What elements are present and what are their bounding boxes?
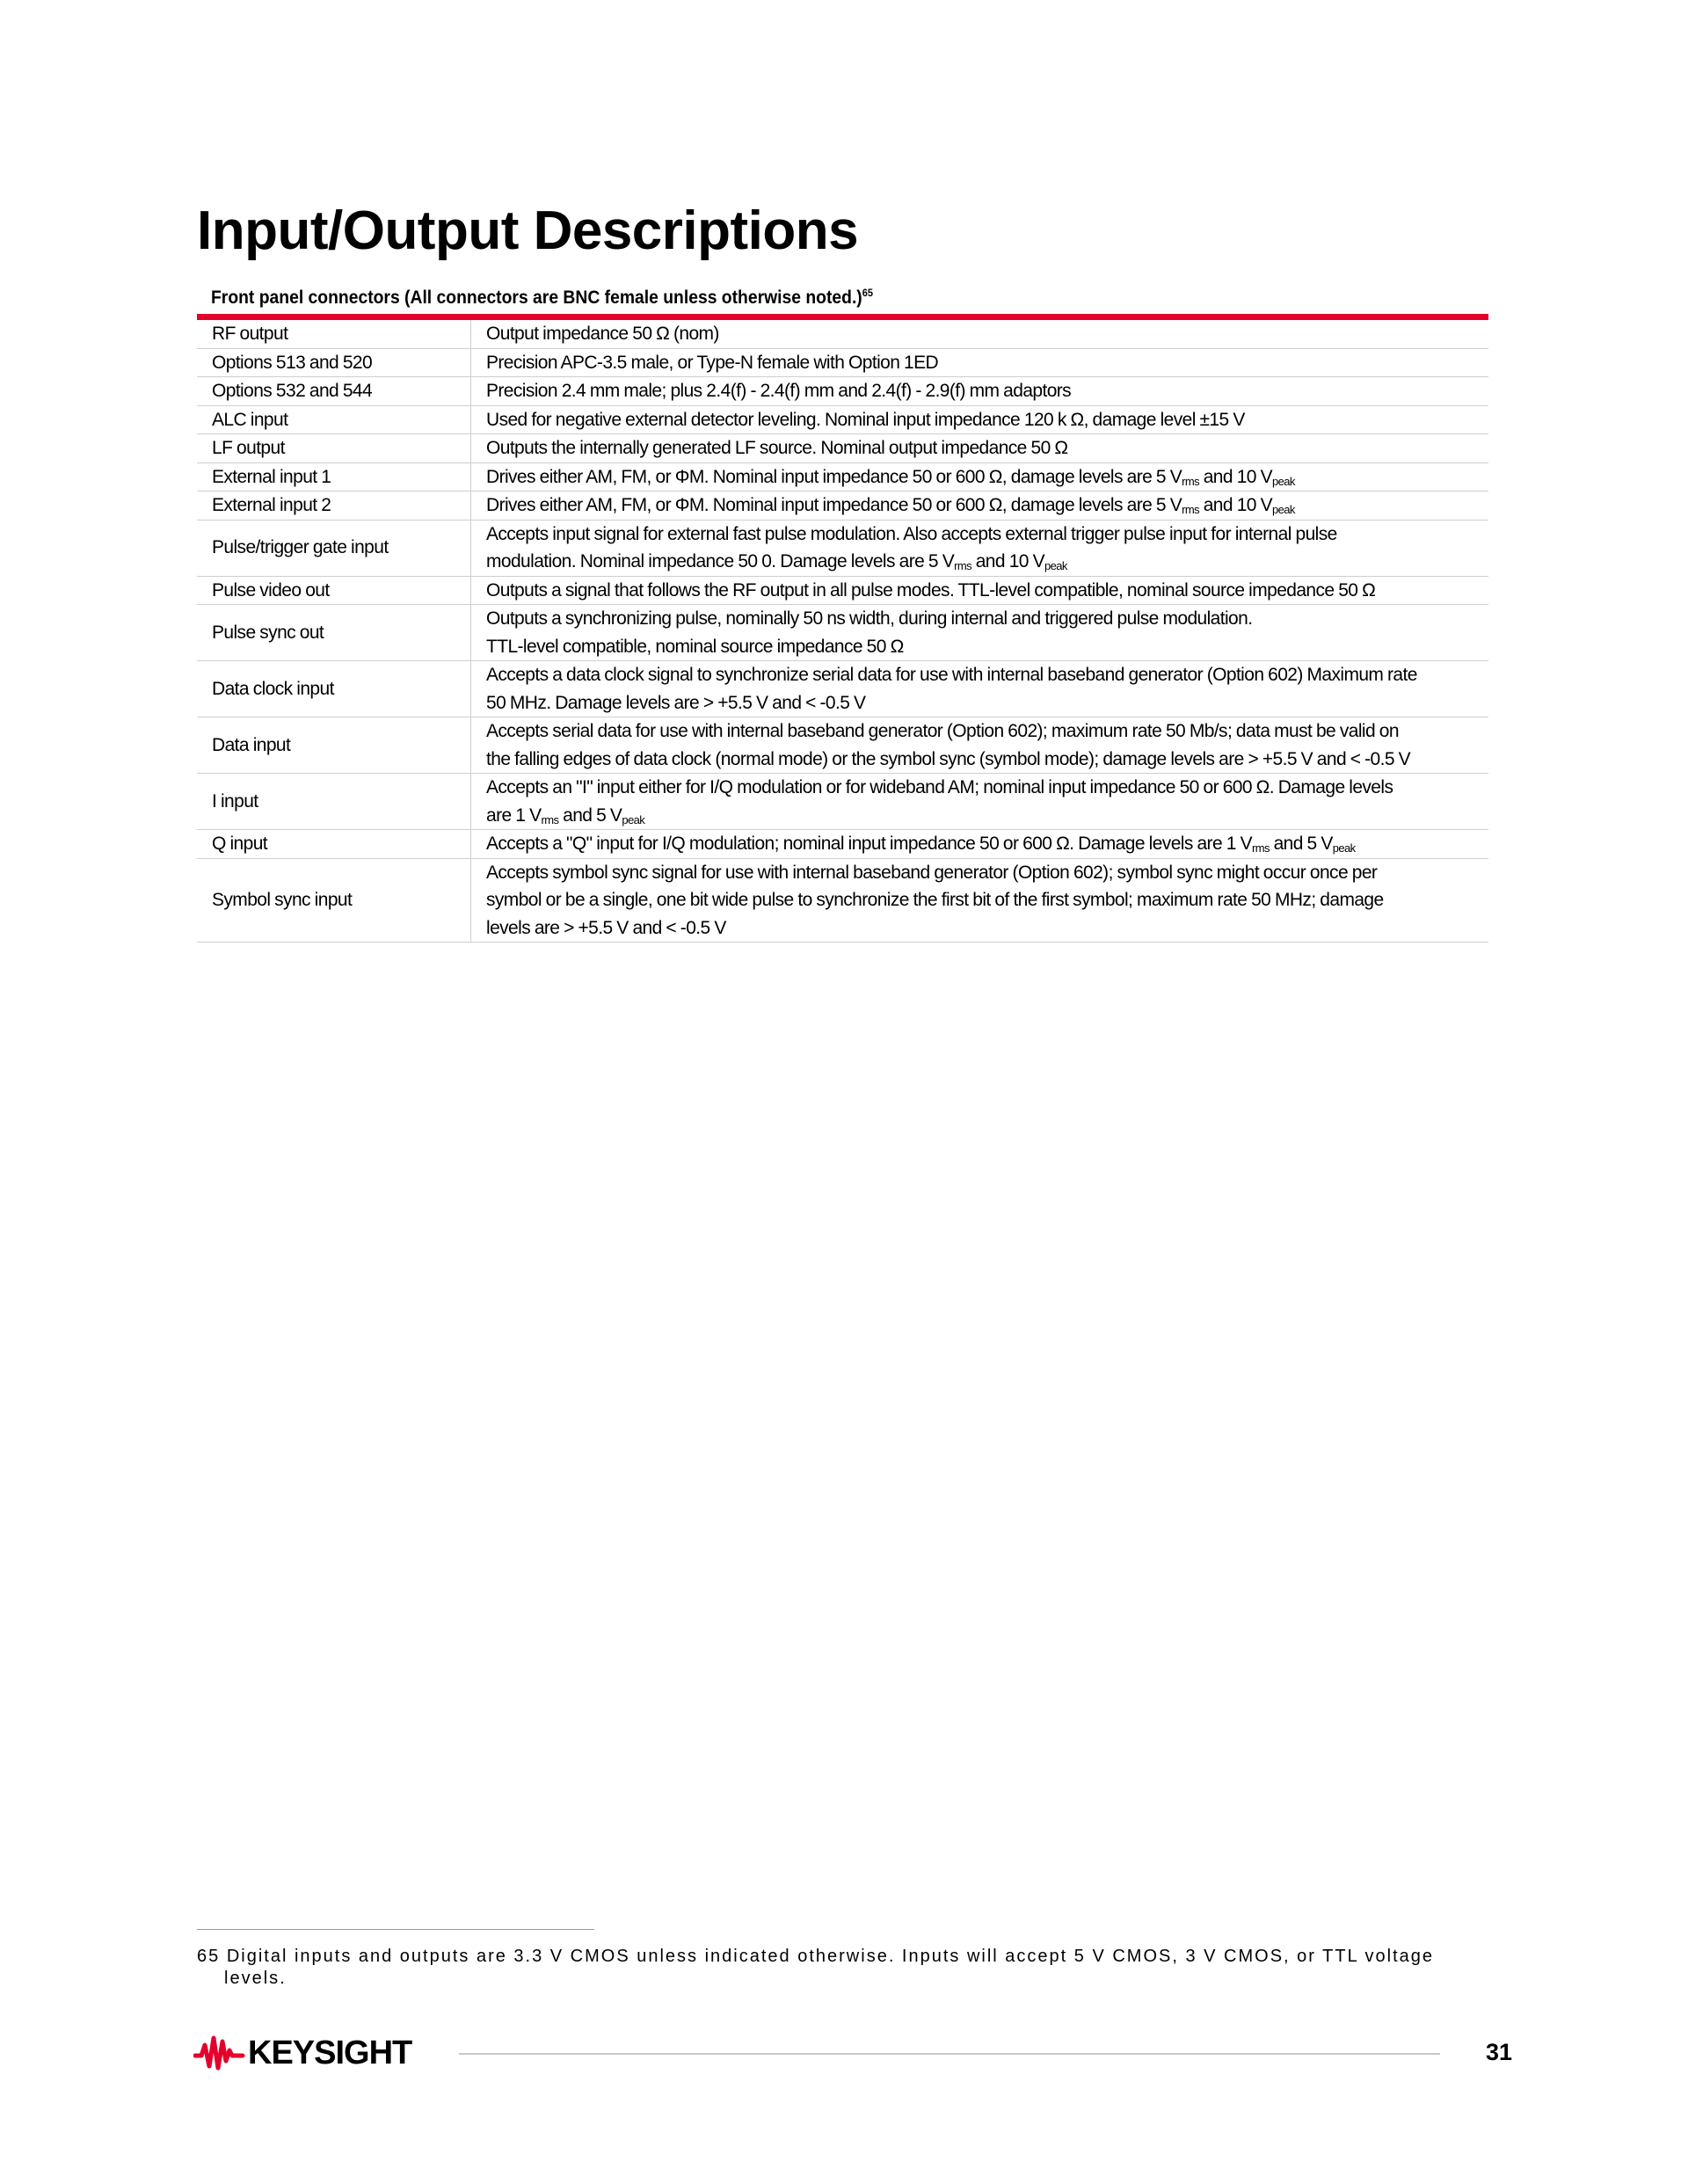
table-caption-text: Front panel connectors (All connectors are BNC female unless otherwise noted.) bbox=[211, 288, 862, 308]
unit-subscript: rms bbox=[1182, 503, 1199, 516]
connector-description bbox=[471, 320, 1489, 348]
table-row bbox=[197, 491, 1488, 521]
description-text: Accepts an "I" input either for I/Q modulation or for wideband AM; nominal input impedance 50 or 600 Ω. Damage levels bbox=[486, 777, 1393, 797]
connector-description bbox=[471, 830, 1489, 859]
description-line bbox=[486, 491, 1488, 520]
unit-subscript: peak bbox=[1272, 474, 1295, 488]
connector-name: External input 1 bbox=[197, 462, 471, 491]
footnote-text-line2: levels. bbox=[224, 1969, 287, 1988]
connector-name: Data input bbox=[197, 717, 471, 774]
description-text: Accepts a data clock signal to synchronize serial data for use with internal baseband generator (Option 602) Maximum rate bbox=[486, 665, 1417, 685]
table-row bbox=[197, 717, 1488, 774]
connector-description bbox=[471, 434, 1489, 463]
connector-name: ALC input bbox=[197, 405, 471, 434]
footnote-number: 65 bbox=[197, 1947, 221, 1966]
connector-name: RF output bbox=[197, 320, 471, 348]
connector-name: External input 2 bbox=[197, 491, 471, 521]
description-line bbox=[486, 320, 1488, 348]
connector-description bbox=[471, 520, 1489, 576]
description-line bbox=[486, 434, 1488, 462]
description-text: Outputs a signal that follows the RF output in all pulse modes. TTL-level compatible, nominal source impedance 50 Ω bbox=[486, 579, 1376, 601]
connector-description bbox=[471, 491, 1489, 521]
connector-table-body bbox=[197, 320, 1488, 943]
description-line bbox=[486, 914, 1488, 943]
description-line bbox=[486, 377, 1488, 405]
description-text: are 1 V bbox=[486, 804, 542, 826]
table-row bbox=[197, 661, 1488, 717]
unit-subscript: rms bbox=[1182, 474, 1199, 488]
description-line bbox=[486, 605, 1488, 633]
description-text: Accepts serial data for use with internal baseband generator (Option 602); maximum rate 50 Mb/s; data must be valid on bbox=[486, 721, 1399, 741]
description-text: Output impedance 50 Ω (nom) bbox=[486, 324, 719, 344]
connector-name: I input bbox=[197, 774, 471, 830]
connector-name: Options 513 and 520 bbox=[197, 348, 471, 377]
keysight-wave-icon bbox=[193, 2033, 246, 2073]
table-row bbox=[197, 434, 1488, 463]
table-caption bbox=[211, 287, 1376, 309]
unit-subscript: rms bbox=[954, 559, 971, 572]
table-row bbox=[197, 576, 1488, 605]
connector-description bbox=[471, 405, 1489, 434]
description-text: TTL-level compatible, nominal source impedance 50 Ω bbox=[486, 636, 904, 657]
description-line bbox=[486, 886, 1488, 914]
footnote-divider bbox=[197, 1929, 594, 1930]
table-row bbox=[197, 320, 1488, 348]
logo-text: KEYSIGHT bbox=[248, 2034, 412, 2071]
connector-name: Pulse/trigger gate input bbox=[197, 520, 471, 576]
description-line bbox=[486, 633, 1488, 661]
page-number: 31 bbox=[1486, 2039, 1513, 2065]
description-line bbox=[486, 689, 1488, 717]
description-text: Used for negative external detector leveling. Nominal input impedance 120 k Ω, damage level ±15 V bbox=[486, 409, 1245, 430]
footnote-reference: 65 bbox=[862, 287, 874, 299]
table-row bbox=[197, 377, 1488, 406]
description-text: and 5 V bbox=[558, 804, 622, 826]
description-text: and 10 V bbox=[1198, 495, 1272, 515]
description-text: and 10 V bbox=[971, 551, 1044, 571]
description-line bbox=[486, 859, 1488, 887]
description-text: Drives either AM, FM, or ΦM. Nominal input impedance 50 or 600 Ω, damage levels are 5 V bbox=[486, 495, 1182, 515]
description-text: 50 MHz. Damage levels are > +5.5 V and < -0.5 V bbox=[486, 692, 866, 713]
connector-name: Pulse sync out bbox=[197, 605, 471, 661]
table-header-rule bbox=[197, 314, 1488, 320]
description-line bbox=[486, 463, 1488, 491]
description-line bbox=[486, 521, 1488, 549]
connector-name: Q input bbox=[197, 830, 471, 859]
description-line bbox=[486, 406, 1488, 434]
description-text: modulation. Nominal impedance 50 0. Damage levels are 5 V bbox=[486, 551, 955, 571]
description-text: Precision APC-3.5 male, or Type-N female with Option 1ED bbox=[486, 352, 939, 373]
unit-subscript: peak bbox=[1332, 841, 1356, 855]
connector-name: LF output bbox=[197, 434, 471, 463]
unit-subscript: peak bbox=[1272, 503, 1295, 516]
connector-name: Data clock input bbox=[197, 661, 471, 717]
connector-table bbox=[197, 320, 1488, 943]
description-line bbox=[486, 661, 1488, 689]
keysight-logo bbox=[193, 2033, 422, 2073]
table-row bbox=[197, 774, 1488, 830]
description-text: Drives either AM, FM, or ΦM. Nominal input impedance 50 or 600 Ω, damage levels are 5 V bbox=[486, 466, 1182, 487]
description-text: the falling edges of data clock (normal mode) or the symbol sync (symbol mode); damage levels are > +5.5 V and < -0.5 V bbox=[486, 748, 1411, 769]
connector-name: Pulse video out bbox=[197, 576, 471, 605]
description-line bbox=[486, 802, 1488, 830]
description-line bbox=[486, 830, 1488, 858]
description-text: Outputs the internally generated LF source. Nominal output impedance 50 Ω bbox=[486, 438, 1068, 458]
connector-description bbox=[471, 717, 1489, 774]
description-text: Precision 2.4 mm male; plus 2.4(f) - 2.4(f) mm and 2.4(f) - 2.9(f) mm adaptors bbox=[486, 381, 1072, 401]
footer-divider bbox=[459, 2053, 1440, 2055]
description-text: and 5 V bbox=[1269, 834, 1333, 854]
footnote bbox=[197, 1946, 1489, 1990]
description-text: levels are > +5.5 V and < -0.5 V bbox=[486, 917, 726, 938]
unit-subscript: peak bbox=[1044, 559, 1067, 572]
table-row bbox=[197, 520, 1488, 576]
connector-description bbox=[471, 348, 1489, 377]
connector-description bbox=[471, 576, 1489, 605]
unit-subscript: rms bbox=[541, 812, 559, 826]
unit-subscript: peak bbox=[622, 812, 645, 826]
description-line bbox=[486, 548, 1488, 576]
description-line bbox=[486, 577, 1488, 605]
connector-description bbox=[471, 858, 1489, 943]
description-line bbox=[486, 746, 1488, 774]
unit-subscript: rms bbox=[1251, 841, 1270, 855]
table-row bbox=[197, 605, 1488, 661]
connector-name: Options 532 and 544 bbox=[197, 377, 471, 406]
table-row bbox=[197, 830, 1488, 859]
footnote-text-line1: Digital inputs and outputs are 3.3 V CMOS unless indicated otherwise. Inputs will accept 5 V CMOS, 3 V CMOS, or TTL voltage bbox=[226, 1947, 1434, 1966]
description-text: and 10 V bbox=[1198, 466, 1272, 487]
description-line bbox=[486, 717, 1488, 746]
description-text: Accepts symbol sync signal for use with internal baseband generator (Option 602); symbol sync might occur once per bbox=[486, 862, 1378, 883]
description-text: Accepts a "Q" input for I/Q modulation; nominal input impedance 50 or 600 Ω. Damage levels are 1 V bbox=[486, 834, 1252, 854]
table-row bbox=[197, 405, 1488, 434]
description-text: symbol or be a single, one bit wide pulse to synchronize the first bit of the first symbol; maximum rate 50 MHz; damage bbox=[486, 890, 1384, 910]
connector-description bbox=[471, 661, 1489, 717]
page-title: Input/Output Descriptions bbox=[197, 200, 859, 261]
connector-description bbox=[471, 774, 1489, 830]
table-row bbox=[197, 348, 1488, 377]
connector-description bbox=[471, 462, 1489, 491]
description-line bbox=[486, 349, 1488, 377]
description-text: Outputs a synchronizing pulse, nominally 50 ns width, during internal and triggered pulse modulation. bbox=[486, 608, 1253, 629]
table-row bbox=[197, 858, 1488, 943]
description-line bbox=[486, 774, 1488, 802]
connector-description bbox=[471, 605, 1489, 661]
table-row bbox=[197, 462, 1488, 491]
description-text: Accepts input signal for external fast pulse modulation. Also accepts external trigger pulse input for internal pulse bbox=[486, 523, 1337, 544]
connector-name: Symbol sync input bbox=[197, 858, 471, 943]
connector-description bbox=[471, 377, 1489, 406]
